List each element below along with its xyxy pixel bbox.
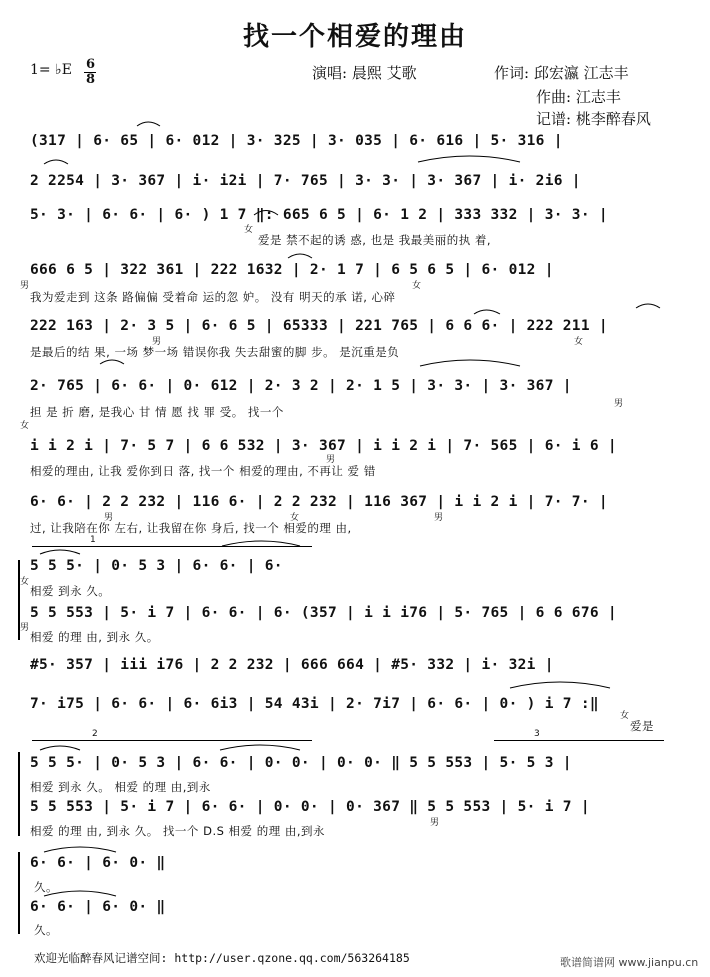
- slur-arc: [44, 847, 116, 852]
- score-row-4-lyrics: 我为爱走到 这条 路偏偏 受着命 运的忽 妒。 没有 明天的承 诺, 心碎: [30, 290, 396, 304]
- score-row-3-lyrics: 爱是 禁不起的诱 惑, 也是 我最美丽的执 着,: [258, 233, 492, 247]
- female-mark: 女: [412, 281, 422, 291]
- score-row-12-lyrics: 爱是: [630, 719, 654, 733]
- score-row-12-notes: 7· i75 | 6· 6· | 6· 6i3 | 54 43i | 2· 7i7 | 6· 6· | 0· ) i 7 :‖: [30, 696, 599, 712]
- lyricist: 作词: 邱宏瀛 江志丰: [494, 64, 629, 82]
- slur-arc: [510, 682, 610, 688]
- score-row-1-notes: (317 | 6· 65 | 6· 012 | 3· 325 | 3· 035 | 6· 616 | 5· 316 |: [30, 133, 563, 149]
- score-row-13-notes: 5 5 5· | 0· 5 3 | 6· 6· | 0· 0· | 0· 0· ‖ 5 5 553 | 5· 5 3 |: [30, 755, 572, 771]
- score-row-7-lyrics: 相爱的理由, 让我 爱你到日 落, 找一个 相爱的理由, 不再让 爱 错: [30, 464, 376, 478]
- score-row-14-lyrics: 相爱 的理 由, 到永 久。 找一个 D.S 相爱 的理 由,到永: [30, 824, 326, 838]
- score-row-2-notes: 2 2254 | 3· 367 | i· i2i | 7· 765 | 3· 3· | 3· 367 | i· 2i6 |: [30, 173, 581, 189]
- male-mark: 男: [104, 513, 114, 523]
- score-row-6-lyrics: 担 是 折 磨, 是我心 甘 情 愿 找 罪 受。 找一个: [30, 405, 284, 419]
- slur-arc: [254, 211, 278, 216]
- slur-arc: [100, 360, 124, 364]
- slur-arc: [420, 360, 520, 366]
- slur-arc: [40, 550, 80, 554]
- slur-arc: [288, 254, 312, 258]
- slur-arc: [636, 304, 660, 308]
- score-row-5-notes: 222 163 | 2· 3 5 | 6· 6 5 | 65333 | 221 765 | 6 6 6· | 222 211 |: [30, 318, 608, 334]
- score-row-5-lyrics: 是最后的结 果, 一场 梦一场 错误你我 失去甜蜜的脚 步。 是沉重是负: [30, 345, 400, 359]
- score-row-10-notes: 5 5 553 | 5· i 7 | 6· 6· | 6· (357 | i i i76 | 5· 765 | 6 6 676 |: [30, 605, 617, 621]
- score-row-8-notes: 6· 6· | 2 2 232 | 116 6· | 2 2 232 | 116 367 | i i 2 i | 7· 7· |: [30, 494, 608, 510]
- slur-arc: [40, 746, 80, 750]
- female-mark: 女: [244, 225, 254, 235]
- slur-arc: [222, 541, 300, 546]
- volta-number: 2: [92, 729, 98, 739]
- male-mark: 男: [326, 455, 336, 465]
- page-title: 找一个相爱的理由: [242, 22, 467, 52]
- slur-arc: [418, 156, 520, 162]
- score-row-16-notes: 6· 6· | 6· 0· ‖: [30, 899, 166, 915]
- volta-number: 1: [90, 535, 96, 545]
- female-mark: 女: [620, 711, 630, 721]
- time-signature-top: 6: [86, 57, 96, 72]
- score-row-13-lyrics: 相爱 到永 久。 相爱 的理 由,到永: [30, 780, 211, 794]
- slur-arc: [220, 745, 300, 750]
- score-row-8-lyrics: 过, 让我陪在你 左右, 让我留在你 身后, 找一个 相爱的理 由,: [30, 521, 352, 535]
- score-row-7-notes: i i 2 i | 7· 5 7 | 6 6 532 | 3· 367 | i i 2 i | 7· 565 | 6· i 6 |: [30, 438, 617, 454]
- female-mark: 女: [20, 421, 30, 431]
- site-watermark: 歌谱简谱网 www.jianpu.cn: [560, 956, 699, 969]
- score-row-4-notes: 666 6 5 | 322 361 | 222 1632 | 2· 1 7 | 6 5 6 5 | 6· 012 |: [30, 262, 554, 278]
- slur-arc: [137, 122, 160, 126]
- male-mark: 男: [614, 399, 624, 409]
- male-mark: 男: [20, 281, 30, 291]
- male-mark: 男: [20, 623, 30, 633]
- transcriber: 记谱: 桃李醉春风: [536, 110, 651, 128]
- volta-number: 3: [534, 729, 540, 739]
- slur-arc: [44, 891, 116, 896]
- male-mark: 男: [430, 818, 440, 828]
- score-row-11-notes: #5· 357 | iii i76 | 2 2 232 | 666 664 | #5· 332 | i· 32i |: [30, 657, 554, 673]
- score-row-9-lyrics: 相爱 到永 久。: [30, 584, 111, 598]
- composer: 作曲: 江志丰: [536, 88, 621, 106]
- slur-arc: [474, 310, 500, 314]
- slur-arc: [44, 160, 68, 164]
- score-row-6-notes: 2· 765 | 6· 6· | 0· 612 | 2· 3 2 | 2· 1 5 | 3· 3· | 3· 367 |: [30, 378, 572, 394]
- female-mark: 女: [20, 577, 30, 587]
- male-mark: 男: [152, 337, 162, 347]
- score-row-3-notes: 5· 3· | 6· 6· | 6· ) 1 7 ‖: 665 6 5 | 6· 1 2 | 333 332 | 3· 3· |: [30, 207, 608, 223]
- score-row-14-notes: 5 5 553 | 5· i 7 | 6· 6· | 0· 0· | 0· 367 ‖ 5 5 553 | 5· i 7 |: [30, 799, 590, 815]
- score-row-16-lyrics: 久。: [34, 923, 58, 937]
- male-mark: 男: [434, 513, 444, 523]
- time-signature-bottom: 8: [86, 72, 96, 87]
- score-row-9-notes: 5 5 5· | 0· 5 3 | 6· 6· | 6·: [30, 558, 283, 574]
- key-signature: 1= ♭E: [30, 62, 72, 78]
- footer-link-text: 欢迎光临醉春风记谱空间: http://user.qzone.qq.com/563264185: [34, 951, 410, 965]
- score-row-15-lyrics: 久。: [34, 880, 58, 894]
- female-mark: 女: [574, 337, 584, 347]
- female-mark: 女: [290, 513, 300, 523]
- score-row-15-notes: 6· 6· | 6· 0· ‖: [30, 855, 166, 871]
- score-row-10-lyrics: 相爱 的理 由, 到永 久。: [30, 630, 159, 644]
- singers: 演唱: 晨熙 艾歌: [312, 64, 417, 82]
